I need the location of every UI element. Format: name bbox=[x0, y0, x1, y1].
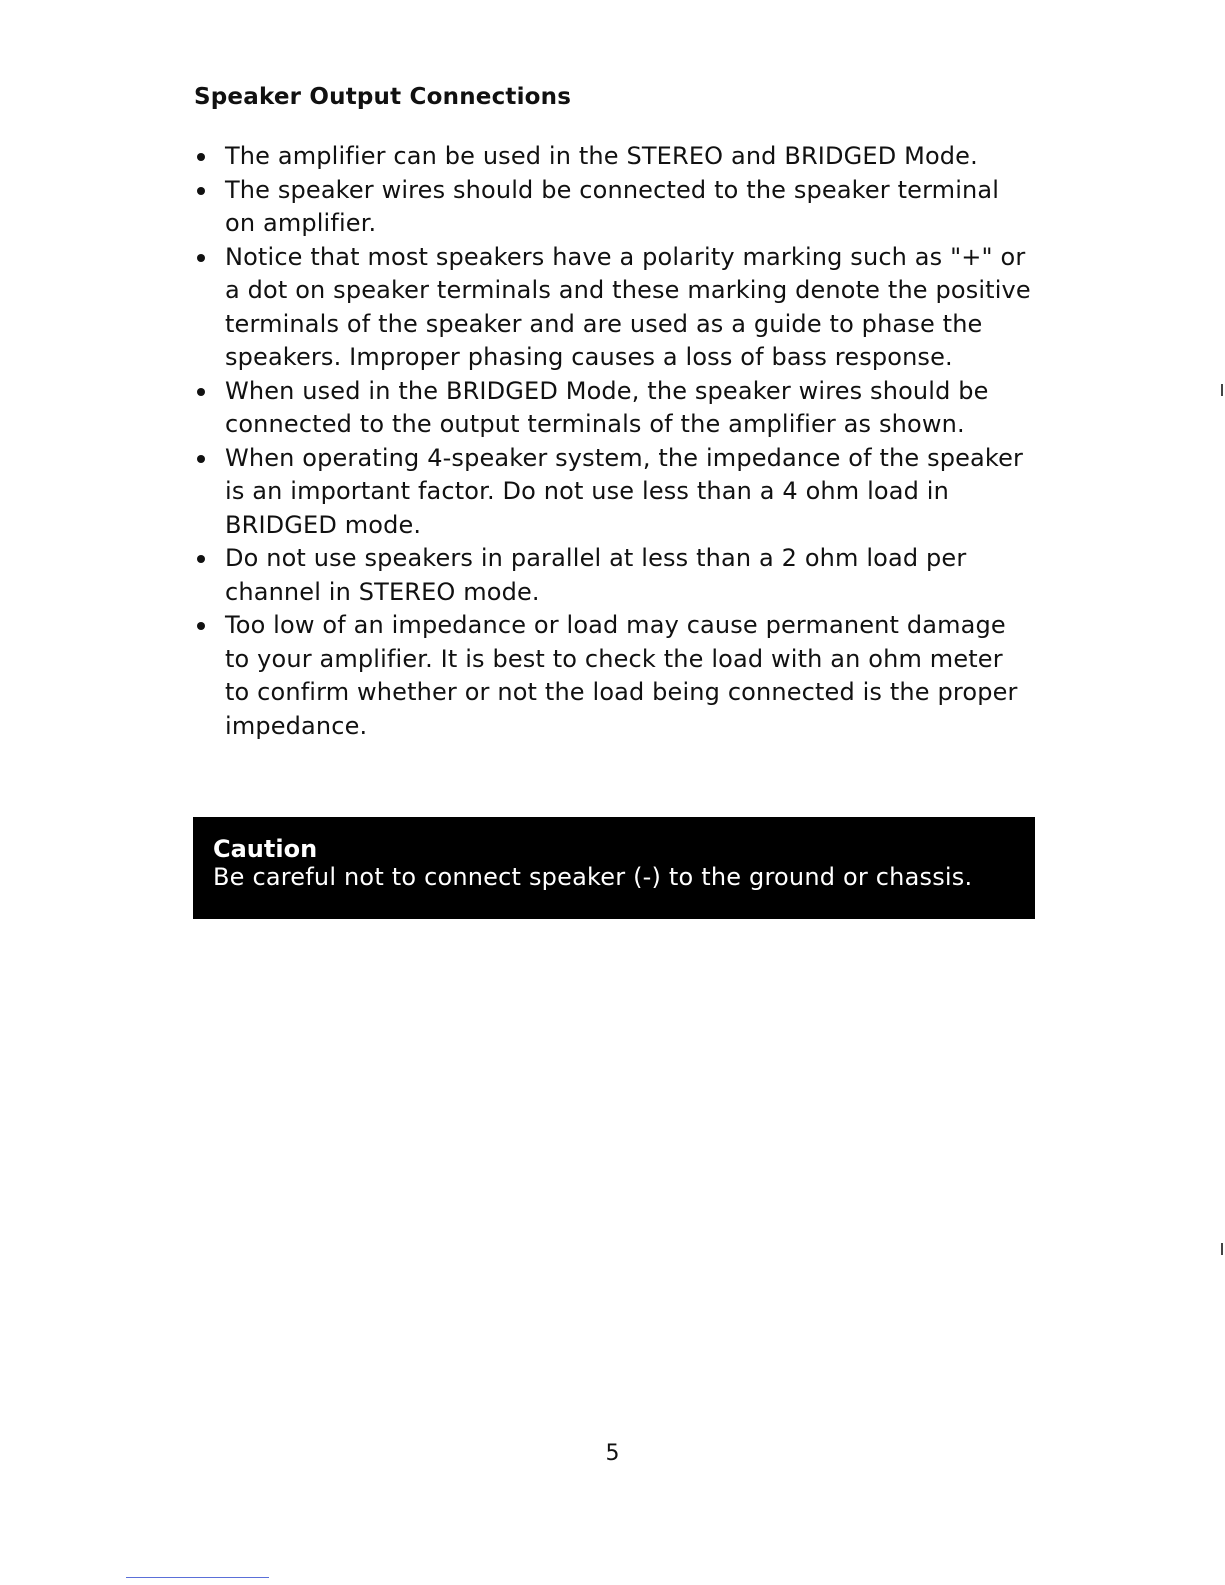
list-item bbox=[194, 241, 1034, 375]
list-item-text: The amplifier can be used in the STEREO and BRIDGED Mode. bbox=[225, 142, 978, 170]
list-item-text: When used in the BRIDGED Mode, the speaker wires should be connected to the output terminals of the amplifier as shown. bbox=[225, 376, 989, 438]
edge-mark bbox=[1221, 384, 1223, 396]
page-number: 5 bbox=[605, 1441, 620, 1466]
list-item bbox=[194, 442, 1034, 543]
bullet-dot-icon bbox=[197, 388, 205, 396]
list-item-text: Too low of an impedance or load may cause permanent damage to your amplifier. It is best to check the load with an ohm meter to confirm whether or not the load being connected is the proper impedance. bbox=[225, 611, 1018, 740]
bullet-dot-icon bbox=[197, 622, 205, 630]
list-item-text: When operating 4-speaker system, the impedance of the speaker is an important factor. Do not use less than a 4 ohm load in BRIDGED mode. bbox=[225, 443, 1024, 539]
edge-mark bbox=[1221, 1243, 1223, 1255]
bullet-dot-icon bbox=[197, 455, 205, 463]
footer-rule bbox=[126, 1577, 269, 1578]
caution-text: Be careful not to connect speaker (-) to the ground or chassis. bbox=[213, 863, 973, 891]
caution-title: Caution bbox=[213, 835, 318, 863]
bullet-list bbox=[194, 140, 1034, 743]
list-item bbox=[194, 375, 1034, 442]
caution-box bbox=[193, 817, 1035, 919]
list-item-text: Notice that most speakers have a polarity marking such as "+" or a dot on speaker terminals and these marking denote the positive terminals of the speaker and are used as a guide to phase the speakers. Improper phasing causes a loss of bass response. bbox=[225, 242, 1031, 371]
list-item-text: The speaker wires should be connected to the speaker terminal on amplifier. bbox=[225, 175, 1000, 237]
list-item bbox=[194, 140, 1034, 174]
list-item-text: Do not use speakers in parallel at less than a 2 ohm load per channel in STEREO mode. bbox=[225, 544, 967, 606]
list-item bbox=[194, 542, 1034, 609]
section-title: Speaker Output Connections bbox=[194, 84, 572, 110]
bullet-dot-icon bbox=[197, 254, 205, 262]
bullet-dot-icon bbox=[197, 153, 205, 161]
list-item bbox=[194, 609, 1034, 743]
bullet-dot-icon bbox=[197, 555, 205, 563]
list-item bbox=[194, 174, 1034, 241]
bullet-dot-icon bbox=[197, 187, 205, 195]
